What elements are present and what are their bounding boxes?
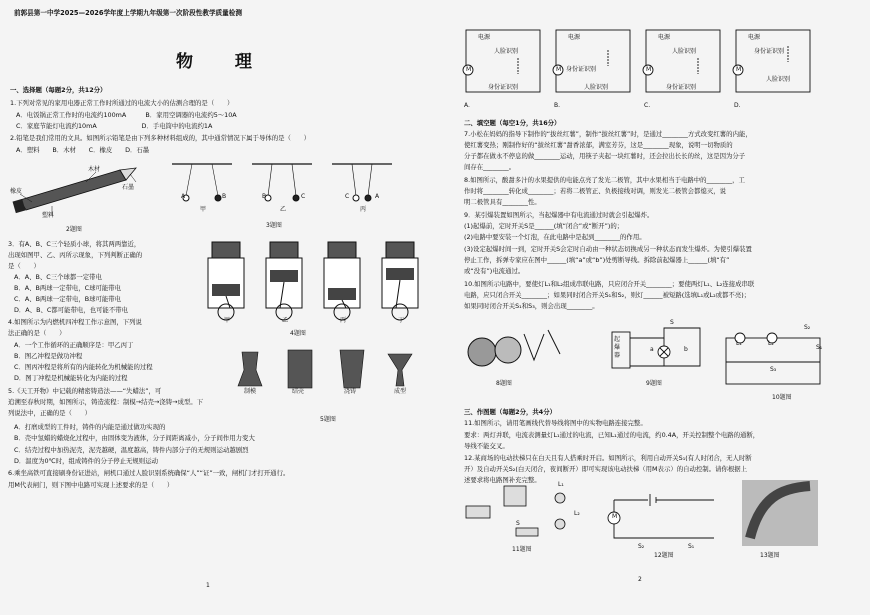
id-label-c: 身份证识别 xyxy=(666,84,697,91)
engine-strokes-figure xyxy=(200,238,435,322)
section-1-title: 一、选择题（每题2分，共12分） xyxy=(10,86,107,94)
section-2-title: 二、填空题（每空1分，共16分） xyxy=(464,119,561,127)
option-a-label: A. xyxy=(464,102,470,109)
q9-line-2: (1)起爆前，定时开关S是______(填“闭合”或“断开”)的； xyxy=(464,222,624,230)
q10-circuit-figure xyxy=(720,328,830,388)
q5-stem-3: 列说法中，正确的是（ ） xyxy=(8,409,92,417)
point-a-label: a xyxy=(650,346,654,353)
q11-line-2: 要求：两灯并联，电流表测量灯L₁通过的电流，已知L₁通过的电流，约0.4A，开关控制整个电路的通断， xyxy=(464,431,760,439)
q3-option-a: A．A、B、C三个球都一定带电 xyxy=(14,273,102,281)
page-number-2: 2 xyxy=(638,576,642,583)
q13-photo-figure xyxy=(740,478,820,548)
q10-line-2: 电路，应只闭合开关________；如果同时闭合开关S₁和S₂，则灯______被短路(选填L₁或L₂或都不亮)； xyxy=(464,291,751,299)
q4-option-a: A．一个工作循环的正确顺序是：甲乙丙丁 xyxy=(14,341,134,349)
q1-stem: 1.下列对常见的家用电器正常工作时所通过的电流大小的估测合理的是（ ） xyxy=(10,99,234,107)
option-c-label: C. xyxy=(644,102,651,109)
motor-label-12: M xyxy=(612,513,618,520)
q8-line-3: 明二极管具有________性。 xyxy=(464,198,541,206)
fig5-caption: 5题图 xyxy=(320,416,336,423)
page-number-1: 1 xyxy=(206,582,210,589)
label-bing-3: 丙 xyxy=(360,206,367,213)
fig9-caption: 9题图 xyxy=(646,380,662,387)
q12-line-3: 述要求将电路图补充完整。 xyxy=(464,476,541,484)
id-label-d: 身份证识别 xyxy=(754,48,785,55)
q10-line-1: 10.如图所示电路中，要使灯L₁和L₂组成串联电路，只应闭合开关________；要使两灯L₁、L₂连接成串联 xyxy=(464,280,755,288)
label-jia-4: 甲 xyxy=(224,317,231,324)
q4-option-d: D．图丁冲程是机械能转化为内能的过程 xyxy=(14,374,128,382)
ball-C-1: C xyxy=(301,193,306,200)
q5-option-d: D．温度为0℃时，组成铸件的分子停止无规则运动 xyxy=(14,457,158,465)
s2-label-12: S₂ xyxy=(638,543,645,550)
motor-c: M xyxy=(646,66,652,73)
q9-line-1: 9．某引爆装置如图所示，当起爆器中有电流通过时就会引起爆炸。 xyxy=(464,211,654,219)
q3-stem-1: 3．有A、B、C三个轻质小球，将其两两靠近， xyxy=(8,240,141,248)
s2-label-10: S₂ xyxy=(804,324,811,331)
power-label-c: 电源 xyxy=(658,34,671,41)
s1-label-10: S₁ xyxy=(816,344,823,351)
fig11-caption: 11题图 xyxy=(512,546,532,553)
ball-C-2: C xyxy=(345,193,350,200)
fig13-caption: 13题图 xyxy=(760,552,780,559)
q4-option-b: B．图乙冲程是做功冲程 xyxy=(14,352,83,360)
fig3-caption: 3题图 xyxy=(266,222,282,229)
l1-label-10: L₁ xyxy=(736,340,742,347)
q3-stem-3: 是（ ） xyxy=(8,262,40,270)
subject-title: 物 理 xyxy=(176,52,270,72)
label-ding-4: 丁 xyxy=(398,317,405,324)
point-b-label: b xyxy=(684,346,688,353)
ball-B-2: B xyxy=(262,193,267,200)
option-b-label: B. xyxy=(554,102,561,109)
charged-balls-figure xyxy=(172,162,412,212)
q12-circuit-figure xyxy=(604,480,724,550)
s-label-11: S xyxy=(516,520,520,527)
label-yi-3: 乙 xyxy=(280,206,287,213)
fig4-caption: 4题图 xyxy=(290,330,306,337)
face-label-d: 人脸识别 xyxy=(766,76,791,83)
power-label-a: 电源 xyxy=(478,34,491,41)
s1-label-12: S₁ xyxy=(688,543,695,550)
fruit-battery-figure xyxy=(464,320,574,374)
ball-B-1: B xyxy=(222,193,227,200)
q11-line-1: 11.如图所示，请用笔画线代替导线将图中的实物电路连接完整。 xyxy=(464,419,647,427)
q8-line-1: 8.如图所示，酸甜多汁的水果提供的电能点亮了发光二极管，其中水果相当于电路中的________，工 xyxy=(464,176,745,184)
q7-line-3: 分子都在做永不停息的做________运动，用筷子夹起一块红薯时，还会拉出长长的丝，这是因为分子 xyxy=(464,152,746,160)
detonator-label: 起爆器 xyxy=(614,336,621,359)
right-page xyxy=(440,0,870,615)
label-jiaozhu: 浇铸 xyxy=(344,388,357,395)
face-label-a: 人脸识别 xyxy=(494,48,519,55)
q1-options-cd: C．家庭节能灯电流约10mA D．手电筒中的电流约1A xyxy=(16,122,213,130)
pencil-label-wood: 木材 xyxy=(88,166,101,173)
face-label-c: 人脸识别 xyxy=(672,48,697,55)
id-label-a: 身份证识别 xyxy=(488,84,519,91)
q11-physical-circuit xyxy=(464,484,590,546)
section-3-title: 三、作图题（每题2分，共4分） xyxy=(464,408,556,416)
power-label-d: 电源 xyxy=(748,34,761,41)
q2-stem: 2.铅笔是我们常用的文具。如图所示铅笔是由下列多种材料组成的，其中通常情况下属于导体的是（ ） xyxy=(10,134,311,142)
q11-line-3: 导线不能交叉。 xyxy=(464,442,509,450)
q5-stem-1: 5.《天工开物》中记载的精密铸造法——“失蜡法”，可 xyxy=(8,387,162,395)
q3-option-d: D．A、B、C都可能带电，也可能不带电 xyxy=(14,306,128,314)
q3-option-c: C．A、B两球一定带电，B球可能带电 xyxy=(14,295,122,303)
l1-label-11: L₁ xyxy=(558,481,564,488)
q9-line-4: (3)设定起爆时间一到，定时开关S会定时自动由一种状态切换成另一种状态而发生爆炸。为使引爆装置 xyxy=(464,245,752,253)
q9-line-6: 或“没有”)电流通过。 xyxy=(464,267,525,275)
q5-option-b: B．壳中氢蜡的蜡烧化过程中，由固体变为液体，分子间距离减小，分子间作用力变大 xyxy=(14,434,255,442)
id-label-b: 身份证识别 xyxy=(566,66,597,73)
pencil-label-rubber: 橡皮 xyxy=(10,188,23,195)
motor-b: M xyxy=(556,66,562,73)
q3-stem-2: 出现如图甲、乙、丙所示现象，下列判断正确的 xyxy=(8,251,143,259)
s3-label-10: S₃ xyxy=(770,366,777,373)
q9-line-5: 停止工作，拆弹专家应在图中______(填“a”或“b”)处剪断导线。拆除前起爆器上______(填“有” xyxy=(464,256,730,264)
q5-stem-2: 追溯至春秋时期，如图所示，铸造流程：制模→结壳→浇铸→成型。下 xyxy=(8,398,204,406)
q8-line-2: 作时将________转化成________；若将二极管正、负极接线对调，则发光二极管会都熄灭，说 xyxy=(464,187,727,195)
fig2-caption: 2题图 xyxy=(66,226,82,233)
motor-a: M xyxy=(466,66,472,73)
option-d-label: D. xyxy=(734,102,741,109)
fig10-caption: 10题图 xyxy=(772,394,792,401)
q7-line-2: 使红薯变热；刚制作好的“拔丝红薯”甜香浓郁，满室芳芬，这是________现象，说明一切物质的 xyxy=(464,141,733,149)
q3-option-b: B．A、B两球一定带电，C球可能带电 xyxy=(14,284,122,292)
ball-A-2: A xyxy=(375,193,380,200)
motor-d: M xyxy=(736,66,742,73)
label-jieke: 结壳 xyxy=(292,388,305,395)
fig8-caption: 8题图 xyxy=(496,380,512,387)
exam-header: 前郭县第一中学2025—2026学年度上学期九年级第一次阶段性教学质量检测 xyxy=(14,9,242,17)
fig12-caption: 12题图 xyxy=(654,552,674,559)
power-label-b: 电源 xyxy=(568,34,581,41)
label-yi-4: 乙 xyxy=(282,317,289,324)
q10-line-3: 如果同时闭合开关S₁和S₃，则会出现________。 xyxy=(464,302,599,310)
l2-label-10: L₂ xyxy=(768,340,774,347)
q1-options-ab: A．电饭锅正常工作时的电流约100mA B．家用空调器的电流约5～10A xyxy=(16,111,237,119)
label-jia-3: 甲 xyxy=(200,206,207,213)
label-bing-4: 丙 xyxy=(340,317,347,324)
pencil-label-plastic: 塑料 xyxy=(42,212,55,219)
q4-option-c: C．图丙冲程是将所有的内能转化为机械能的过程 xyxy=(14,363,153,371)
q4-stem-2: 法正确的是（ ） xyxy=(8,329,66,337)
q12-line-1: 12.某商场的电动扶梯只在白天且有人搭乘时开启。如图所示，利用自动开关S₁(有人时闭合，无人时断 xyxy=(464,454,752,462)
q9-line-3: (2)电路中要安装一个灯泡，在此电路中是起到________的作用。 xyxy=(464,233,646,241)
q4-stem-1: 4.如图所示为内燃机四冲程工作示意图，下列说 xyxy=(8,318,142,326)
l2-label-11: L₂ xyxy=(574,510,580,517)
q2-options: A．塑料 B．木材 C．橡皮 D．石墨 xyxy=(16,146,150,154)
q6-stem-2: 用M代表闸门，则下图中电路可实现上述要求的是（ ） xyxy=(8,481,174,489)
label-chengxing: 成型 xyxy=(394,388,407,395)
q5-option-c: C．结壳过程中加热泥壳，泥壳越硬，温度越高，铸件内部分子的无规则运动越剧烈 xyxy=(14,446,249,454)
pencil-label-stone: 石墨 xyxy=(122,184,135,191)
ball-A-1: A xyxy=(181,193,186,200)
face-label-b: 人脸识别 xyxy=(584,84,609,91)
q6-stem-1: 6.乘坐高铁可直接刷身份证进站，闸机口通过人脸识别系统确保“人”“证”一致，闸机门才打开通行。 xyxy=(8,469,290,477)
q7-line-1: 7.小松在妈妈的指导下制作的“拔丝红薯”，制作“拔丝红薯”时，是通过________方式改变红薯的内能， xyxy=(464,130,752,138)
label-zhimo: 制模 xyxy=(244,388,257,395)
q5-option-a: A．打磨成型的工件时，铸件的内能是通过做功实现的 xyxy=(14,423,166,431)
switch-s-label: S xyxy=(670,319,674,326)
q12-line-2: 开）及自动开关S₂(白天闭合，夜间断开）即可实现该电动扶梯（用M表示）的自动控制。请你根据上 xyxy=(464,465,748,473)
pencil-figure xyxy=(12,158,162,228)
q7-line-4: 间存在________。 xyxy=(464,163,516,171)
